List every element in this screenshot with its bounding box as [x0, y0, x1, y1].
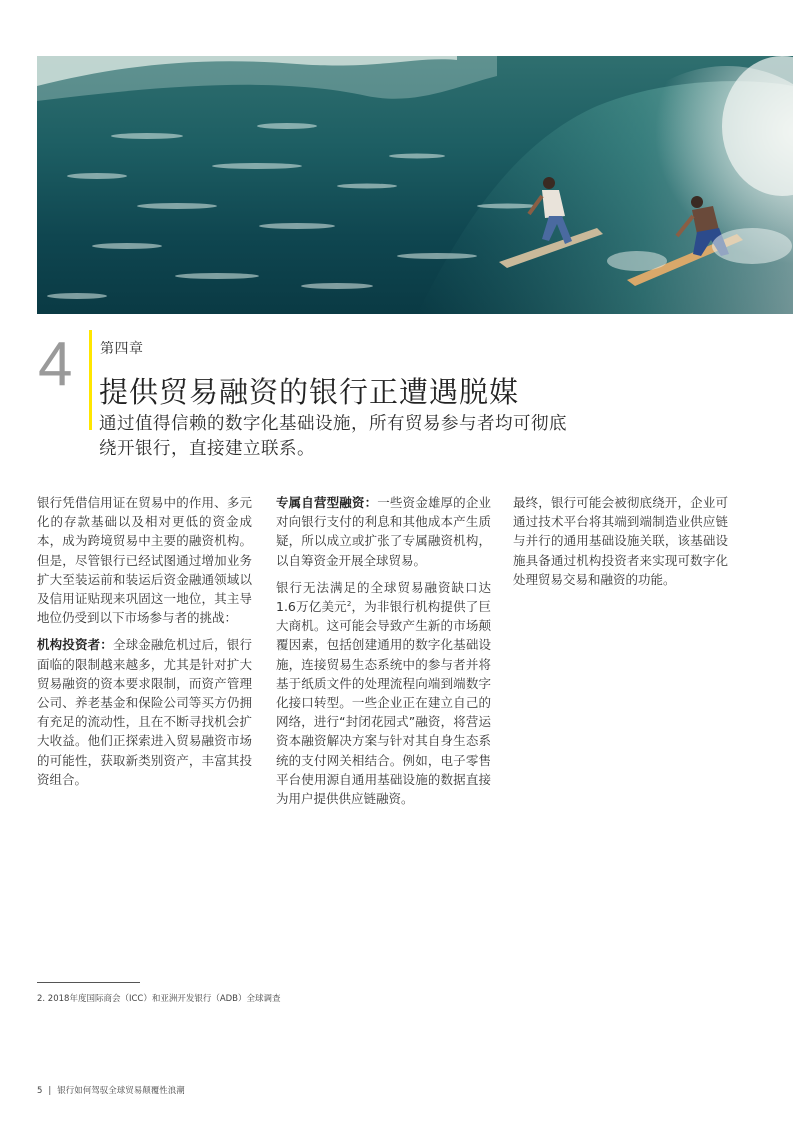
text-column-2: [276, 493, 491, 816]
paragraph: [37, 635, 252, 789]
paragraph-lead: 机构投资者：: [37, 637, 113, 653]
surf-wave-illustration: [37, 56, 793, 314]
text-column-3: [513, 493, 728, 597]
page-number: 5: [37, 1086, 43, 1096]
paragraph: 银行凭借信用证在贸易中的作用、多元化的存款基础以及相对更低的资金成本，成为跨境贸易中主要的融资机构。但是，尽管银行已经试图通过增加业务扩大至装运前和装运后资金融通领域以及信用证贴现来巩固这一地位，其主导地位仍受到以下市场参与者的挑战：: [37, 495, 252, 626]
paragraph: [276, 493, 491, 570]
paragraph-lead: 专属自营型融资：: [276, 495, 378, 510]
chapter-subtitle: 通过值得信赖的数字化基础设施，所有贸易参与者均可彻底绕开银行，直接建立联系。: [99, 414, 567, 459]
paragraph: 最终，银行可能会被彻底绕开，企业可通过技术平台将其端到端制造业供应链与并行的通用基础设施关联，该基础设施具备通过机构投资者来实现可数字化处理贸易交易和融资的功能。: [513, 495, 728, 587]
footer-separator: |: [48, 1086, 52, 1096]
paragraph-text: 银行无法满足的全球贸易融资缺口达1.6万亿美元: [276, 579, 491, 615]
chapter-accent-rule: [89, 330, 92, 430]
chapter-title: 提供贸易融资的银行正遭遇脱媒: [99, 375, 520, 409]
hero-image: [37, 56, 793, 314]
chapter-number: 4: [38, 330, 73, 399]
footnote-divider: [37, 982, 140, 983]
paragraph-body: 全球金融危机过后，银行面临的限制越来越多，尤其是针对扩大贸易融资的资本要求限制，而资产管理公司、养老基金和保险公司等买方仍拥有充足的流动性，且在不断寻找机会扩大收益。他们正探索进入贸易融资市场的可能性，获取新类别资产，丰富其投资组合。: [37, 637, 252, 787]
paragraph-body: 一些资金雄厚的企业对向银行支付的利息和其他成本产生质疑，所以成立或扩张了专属融资机构，以自筹资金开展全球贸易。: [276, 495, 491, 568]
paragraph: [276, 578, 491, 808]
chapter-label: 第四章: [100, 341, 144, 357]
text-column-1: [37, 493, 252, 797]
page-footer: [37, 1084, 185, 1096]
footnote-ref[interactable]: 2: [346, 599, 352, 608]
footer-title: 银行如何驾驭全球贸易颠覆性浪潮: [57, 1086, 185, 1096]
paragraph-text: ，为非银行机构提供了巨大商机。这可能会导致产生新的市场颠覆因素，包括创建通用的数字化基础设施，连接贸易生态系统中的参与者并将基于纸质文件的处理流程向端到端数字化接口转型。一些企业正在建立自己的网络，进行“封闭花园式”融资，将营运资本融资解决方案与针对其自身生态系统的支付网关相结合。例如，电子零售平台使用源自通用基础设施的数据直接为用户提供供应链融资。: [276, 599, 491, 807]
footnote: 2. 2018年度国际商会（ICC）和亚洲开发银行（ADB）全球调查: [37, 994, 281, 1004]
